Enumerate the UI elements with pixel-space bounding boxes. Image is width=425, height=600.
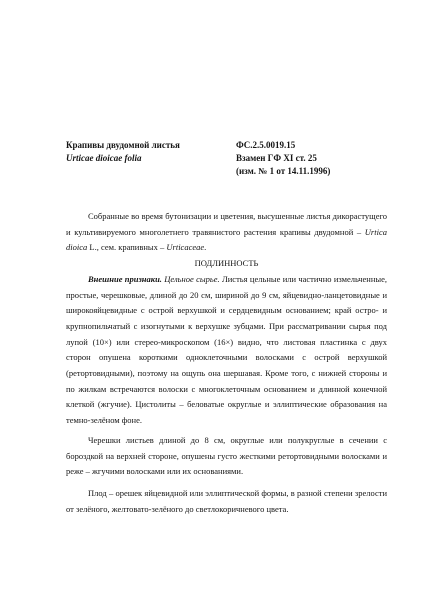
- intro-text-1: Собранные во время бутонизации и цветения, высушенные листья дикорастущего и культивируемого многолетнего травянистого растения крапивы двудомной –: [66, 211, 387, 237]
- title-russian: Крапивы двудомной листья: [66, 140, 180, 150]
- amendment-note: (изм. № 1 от 14.11.1996): [236, 166, 331, 176]
- intro-text-2: L., сем. крапивных –: [87, 242, 167, 253]
- monograph-title-block: [66, 139, 226, 165]
- section-title: ПОДЛИННОСТЬ: [194, 258, 259, 269]
- external-subheading: Цельное сырье.: [164, 273, 220, 284]
- title-latin: Urticae dioicae folia: [66, 153, 142, 163]
- intro-latin-plant: Urtica dioica: [66, 226, 387, 253]
- external-features-paragraph: [66, 272, 387, 429]
- petioles-paragraph: Черешки листьев длиной до 8 см, округлые или полукруглые в сечении с бороздкой на верхней стороне, опушены густо жесткими ретортовидными волосками и реже – жгучими волосками или их основаниями.: [66, 434, 387, 477]
- replaces-note: Взамен ГФ XI ст. 25: [236, 153, 317, 163]
- intro-text-3: .: [204, 242, 207, 253]
- monograph-code-block: [236, 139, 386, 178]
- intro-latin-family: Urticaceae: [166, 242, 205, 253]
- fruit-paragraph: Плод – орешек яйцевидной или эллиптической формы, в разной степени зрелости от зелёного, желтовато-зелёного до светлокоричневого цвета.: [66, 487, 387, 514]
- intro-paragraph: [66, 209, 387, 256]
- external-text: Листья цельные или частично измельченные, простые, черешковые, длиной до 20 см, шириной до 9 см, яйцевидно-ланцетовидные и широкояйцевидные с острой верхушкой и сердцевидным основанием; край остро- и крупнопильчатый с изогнутыми к верхушке зубцами. При рассматривании сырья под лупой (10×) или стерео-микроскопом (16×) видно, что листовая пластинка с двух сторон опушена короткими одноклеточными волосками с острой верхушкой (ретортовидными), поэтому на ощупь она шершавая. Кроме того, с нижней стороны и по жилкам встречаются волоски с многоклеточным основанием и длинной конечной клеткой (жгучие). Цистолиты – беловатые округлые и эллиптические образования на темно-зелёном фоне.: [66, 273, 387, 426]
- external-heading: Внешние признаки.: [88, 273, 162, 284]
- monograph-code: ФС.2.5.0019.15: [236, 140, 296, 150]
- document-body: [66, 209, 387, 517]
